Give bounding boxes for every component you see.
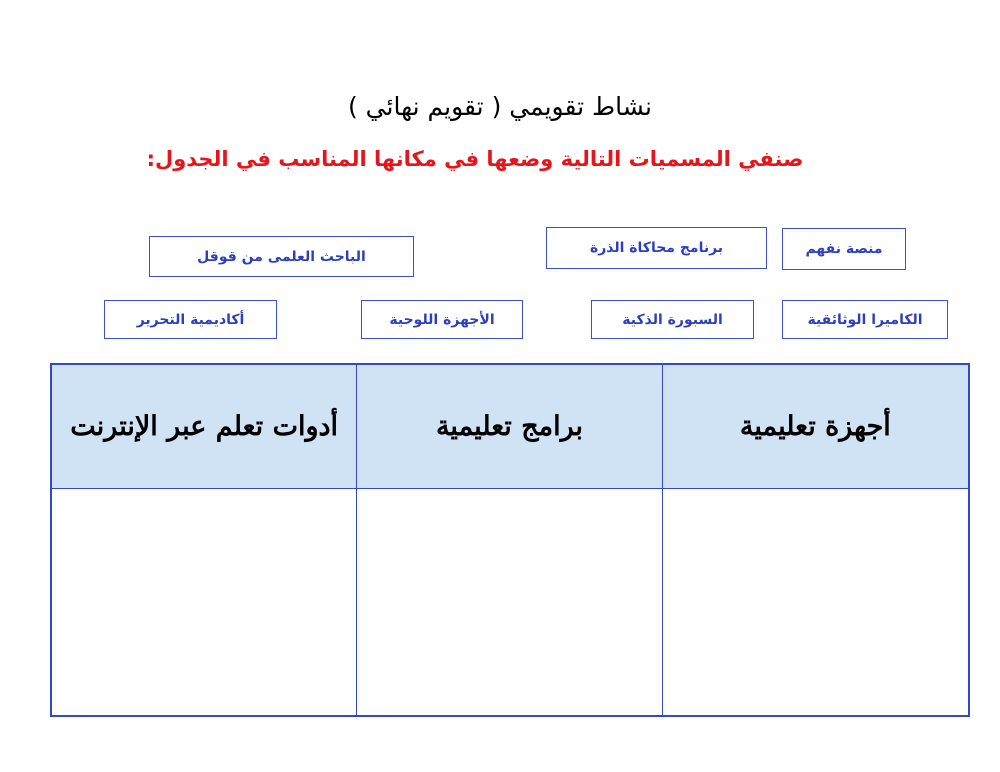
drop-zone-educational-devices[interactable] [663,489,968,715]
draggable-card-barnamaj-muhakat[interactable]: برنامج محاكاة الذرة [546,227,767,269]
header-educational-programs-label: برامج تعليمية [435,411,584,442]
header-online-tools [52,365,357,489]
draggable-card-akadimiya[interactable]: أكاديمية التحرير [104,300,277,339]
draggable-card-sabura[interactable]: السبورة الذكية [591,300,754,339]
activity-title: نشاط تقويمي ( تقويم نهائي ) [347,92,653,121]
draggable-card-ajhiza-lawhiya[interactable]: الأجهزة اللوحية [361,300,523,339]
activity-instruction: صنفي المسميات التالية وضعها في مكانها المناسب في الجدول: [146,147,804,171]
header-educational-devices-label: أجهزة تعليمية [739,411,891,442]
draggable-card-manasa-nafham[interactable]: منصة نفهم [782,228,906,270]
header-online-tools-label: أدوات تعلم عبر الإنترنت [70,411,339,442]
header-educational-devices [663,365,968,489]
drop-zone-online-tools[interactable] [52,489,357,715]
header-educational-programs [357,365,662,489]
drop-zone-educational-programs[interactable] [357,489,662,715]
draggable-card-kamera[interactable]: الكاميرا الوثائقية [782,300,948,339]
draggable-card-albahith-alilmi[interactable]: الباحث العلمى من قوقل [149,236,414,277]
classification-table [50,363,970,717]
